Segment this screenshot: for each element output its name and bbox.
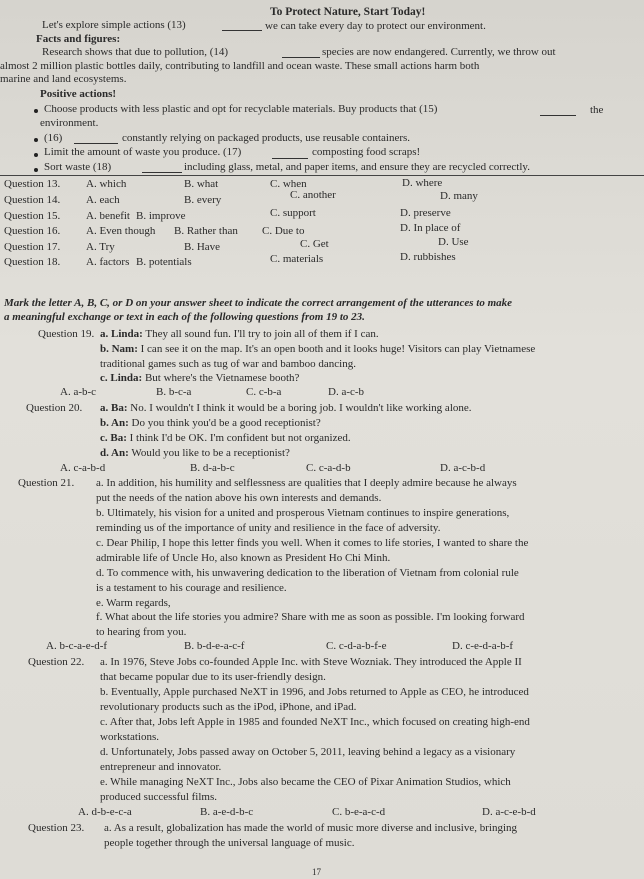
q22-line: revolutionary products such as the iPod, iPhone, and iPad. — [100, 701, 357, 713]
q16-option-b[interactable]: B. Rather than — [174, 225, 238, 237]
bullet-icon — [34, 138, 38, 142]
q13-label: Question 13. — [4, 178, 61, 190]
q16-option-a[interactable]: A. Even though — [86, 225, 156, 237]
q20-utterance-d — [100, 447, 290, 459]
q18-label: Question 18. — [4, 256, 61, 268]
q22-line: that became popular due to its user-friendly design. — [100, 671, 326, 683]
q20-option-a[interactable]: A. c-a-b-d — [60, 462, 106, 474]
q17-option-d[interactable]: D. Use — [438, 236, 469, 248]
q15-option-c[interactable]: C. support — [270, 207, 316, 219]
q17-option-a[interactable]: A. Try — [86, 241, 115, 253]
q20-speaker-b: b. An: — [100, 417, 129, 429]
passage-intro-part2: we can take every day to protect our environment. — [265, 20, 486, 32]
q20-utterance-b — [100, 417, 321, 429]
q21-line: d. To commence with, his unwavering dedication to the liberation of Vietnam from colonial rule — [96, 567, 519, 579]
q22-line: entrepreneur and innovator. — [100, 761, 222, 773]
q20-text-a: No. I wouldn't I think it would be a boring job. I wouldn't like working alone. — [130, 402, 472, 414]
passage-title: To Protect Nature, Start Today! — [270, 6, 426, 18]
q23-line: people together through the universal language of music. — [104, 837, 355, 849]
q18-option-a[interactable]: A. factors — [86, 256, 130, 268]
bullet-icon — [34, 153, 38, 157]
q14-option-a[interactable]: A. each — [86, 194, 120, 206]
q22-line: a. In 1976, Steve Jobs co-founded Apple Inc. with Steve Wozniak. They introduced the Apple II — [100, 656, 522, 668]
q22-line: d. Unfortunately, Jobs passed away on October 5, 2011, leaving behind a legacy as a visionary — [100, 746, 516, 758]
bullet2-part1: (16) — [44, 132, 63, 144]
q20-utterance-a — [100, 402, 472, 414]
q21-line: c. Dear Philip, I hope this letter finds you well. When it comes to life stories, I wanted to share the — [96, 537, 529, 549]
q22-option-c[interactable]: C. b-e-a-c-d — [332, 806, 386, 818]
bullet3-part2: composting food scraps! — [312, 146, 421, 158]
q22-option-b[interactable]: B. a-e-d-b-c — [200, 806, 254, 818]
q20-text-d: Would you like to be a receptionist? — [131, 447, 290, 459]
q21-line: a. In addition, his humility and selflessness are qualities that I deeply admire because he always — [96, 477, 517, 489]
bullet1-part1: Choose products with less plastic and opt for recyclable materials. Buy products that (15) — [44, 103, 438, 115]
q20-option-d[interactable]: D. a-c-b-d — [440, 462, 486, 474]
q13-option-d[interactable]: D. where — [402, 177, 443, 189]
q19-utterance-b — [100, 343, 535, 355]
q19-speaker-c: c. Linda: — [100, 372, 143, 384]
bullet-icon — [34, 168, 38, 172]
bullet4-part1: Sort waste (18) — [44, 161, 112, 173]
q18-option-c[interactable]: C. materials — [270, 253, 324, 265]
q16-option-d[interactable]: D. In place of — [400, 222, 461, 234]
q21-option-d[interactable]: D. c-e-d-a-b-f — [452, 640, 514, 652]
instruction-line1: Mark the letter A, B, C, or D on your answer sheet to indicate the correct arrangement of the utterances to make — [4, 297, 513, 309]
q19-option-b[interactable]: B. b-c-a — [156, 386, 192, 398]
q21-line: b. Ultimately, his vision for a united and prosperous Vietnam continues to inspire generations, — [96, 507, 510, 519]
q14-label: Question 14. — [4, 194, 61, 206]
q23-line: a. As a result, globalization has made the world of music more diverse and inclusive, bringing — [104, 822, 518, 834]
q22-line: b. Eventually, Apple purchased NeXT in 1996, and Jobs returned to Apple as CEO, he introduced — [100, 686, 529, 698]
q21-label: Question 21. — [18, 477, 75, 489]
q21-option-a[interactable]: A. b-c-a-e-d-f — [46, 640, 108, 652]
q21-line: to hearing from you. — [96, 626, 187, 638]
q20-speaker-a: a. Ba: — [100, 402, 128, 414]
q20-speaker-c: c. Ba: — [100, 432, 127, 444]
q19-text-c: But where's the Vietnamese booth? — [144, 372, 300, 384]
facts-line3: marine and land ecosystems. — [0, 73, 127, 85]
q15-option-a[interactable]: A. benefit — [86, 210, 130, 222]
blank-15 — [540, 115, 576, 116]
q21-line: f. What about the life stories you admire? Share with me as soon as possible. I'm looking forward — [96, 611, 525, 623]
blank-17 — [272, 158, 308, 159]
q19-option-c[interactable]: C. c-b-a — [246, 386, 282, 398]
bullet-icon — [34, 109, 38, 113]
q14-option-c[interactable]: C. another — [290, 189, 336, 201]
bullet3-part1: Limit the amount of waste you produce. (17) — [44, 146, 242, 158]
q18-option-b[interactable]: B. potentials — [136, 256, 192, 268]
q13-option-b[interactable]: B. what — [184, 178, 219, 190]
q13-option-a[interactable]: A. which — [86, 178, 127, 190]
q20-utterance-c — [100, 432, 351, 444]
q19-utterance-c — [100, 372, 299, 384]
positive-heading: Positive actions! — [40, 88, 117, 100]
q21-line: is a testament to his courage and resilience. — [96, 582, 287, 594]
blank-18 — [142, 172, 182, 173]
facts-heading: Facts and figures: — [36, 33, 121, 45]
q19-option-a[interactable]: A. a-b-c — [60, 386, 97, 398]
q19-label: Question 19. — [38, 328, 95, 340]
q14-option-d[interactable]: D. many — [440, 190, 478, 202]
q13-option-c[interactable]: C. when — [270, 178, 307, 190]
q21-option-b[interactable]: B. b-d-e-a-c-f — [184, 640, 245, 652]
q21-line: put the needs of the nation above his own interests and demands. — [96, 492, 382, 504]
q15-label: Question 15. — [4, 210, 61, 222]
q22-option-a[interactable]: A. d-b-e-c-a — [78, 806, 132, 818]
q15-option-d[interactable]: D. preserve — [400, 207, 451, 219]
q21-option-c[interactable]: C. c-d-a-b-f-e — [326, 640, 387, 652]
q19-speaker-b: b. Nam: — [100, 343, 138, 355]
facts-line1-part2: species are now endangered. Currently, we throw out — [322, 46, 556, 58]
facts-line2: almost 2 million plastic bottles daily, contributing to landfill and ocean waste. These small actions harm both — [0, 60, 480, 72]
q16-label: Question 16. — [4, 225, 61, 237]
q20-option-c[interactable]: C. c-a-d-b — [306, 462, 351, 474]
bullet1-part3: environment. — [40, 117, 99, 129]
q18-option-d[interactable]: D. rubbishes — [400, 251, 456, 263]
q19-utterance-a — [100, 328, 379, 340]
q22-line: produced successful films. — [100, 791, 217, 803]
facts-line1-part1: Research shows that due to pollution, (14) — [42, 46, 229, 58]
q22-line: e. While managing NeXT Inc., Jobs also became the CEO of Pixar Animation Studios, which — [100, 776, 511, 788]
bullet4-part2: including glass, metal, and paper items, and ensure they are recycled correctly. — [184, 161, 530, 173]
q19-text-a: They all sound fun. I'll try to join all of them if I can. — [145, 328, 379, 340]
q14-option-b[interactable]: B. every — [184, 194, 222, 206]
q20-text-c: I think I'd be OK. I'm confident but not organized. — [129, 432, 351, 444]
page-number: 17 — [312, 867, 321, 877]
q17-option-b[interactable]: B. Have — [184, 241, 221, 253]
q16-option-c[interactable]: C. Due to — [262, 225, 305, 237]
blank-13 — [222, 30, 262, 31]
q17-option-c[interactable]: C. Get — [300, 238, 329, 250]
q19-text-b: I can see it on the map. It's an open booth and it looks huge! Visitors can play Vietnamese — [140, 343, 536, 355]
q20-label: Question 20. — [26, 402, 83, 414]
q21-line: e. Warm regards, — [96, 597, 171, 609]
q19-option-d[interactable]: D. a-c-b — [328, 386, 365, 398]
bullet2-part2: constantly relying on packaged products, use reusable containers. — [122, 132, 411, 144]
bullet1-part2: the — [590, 104, 604, 116]
passage-intro-part1: Let's explore simple actions (13) — [42, 19, 186, 31]
q21-line: admirable life of Uncle Ho, also known as President Ho Chi Minh. — [96, 552, 391, 564]
q22-line: c. After that, Jobs left Apple in 1985 and founded NeXT Inc., which focused on creating high-end — [100, 716, 530, 728]
q23-label: Question 23. — [28, 822, 85, 834]
q20-text-b: Do you think you'd be a good receptionist? — [131, 417, 321, 429]
q15-option-b[interactable]: B. improve — [136, 210, 186, 222]
q22-label: Question 22. — [28, 656, 85, 668]
q20-option-b[interactable]: B. d-a-b-c — [190, 462, 235, 474]
q22-option-d[interactable]: D. a-c-e-b-d — [482, 806, 536, 818]
q21-line: reminding us of the importance of unity and resilience in the face of adversity. — [96, 522, 441, 534]
q22-line: workstations. — [100, 731, 159, 743]
instruction-line2: a meaningful exchange or text in each of the following questions from 19 to 23. — [4, 311, 365, 323]
passage-box-border — [0, 175, 644, 176]
q20-speaker-d: d. An: — [100, 447, 129, 459]
q17-label: Question 17. — [4, 241, 61, 253]
blank-16 — [74, 143, 118, 144]
q19-speaker-a: a. Linda: — [100, 328, 143, 340]
q19-utterance-b-cont: traditional games such as tug of war and bamboo dancing. — [100, 358, 356, 370]
blank-14 — [282, 57, 320, 58]
